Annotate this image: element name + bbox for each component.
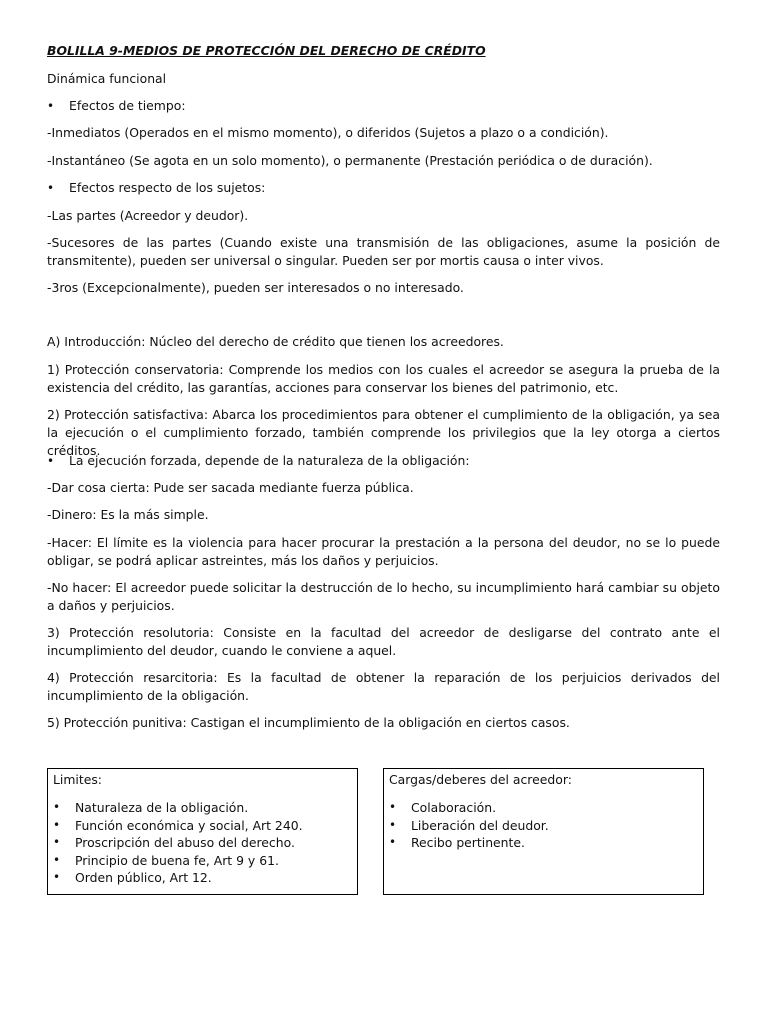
list-item: • Principio de buena fe, Art 9 y 61.: [53, 852, 279, 868]
paragraph: -No hacer: El acreedor puede solicitar la destrucción de lo hecho, su incumplimiento hará cambiar su objeto a daños y perjuicios.: [47, 580, 720, 613]
paragraph: -Las partes (Acreedor y deudor).: [47, 208, 249, 223]
bullet-icon: •: [389, 817, 397, 832]
paragraph: -Sucesores de las partes (Cuando existe una transmisión de las obligaciones, asume la posición de transmitente), pueden ser universal o singular. Pueden ser por mortis causa o inter vivos.: [47, 235, 720, 268]
limites-heading: Limites:: [53, 772, 102, 787]
list-item: • Recibo pertinente.: [389, 835, 525, 851]
paragraph: 5) Protección punitiva: Castigan el incumplimiento de la obligación en ciertos casos.: [47, 715, 570, 730]
page-title: BOLILLA 9-MEDIOS DE PROTECCIÓN DEL DERECHO DE CRÉDITO: [47, 43, 486, 58]
paragraph: -Dinero: Es la más simple.: [47, 507, 209, 522]
bullet-text: Efectos de tiempo:: [69, 98, 186, 113]
list-item: • Naturaleza de la obligación.: [53, 800, 249, 815]
paragraph: -Instantáneo (Se agota en un solo momento), o permanente (Prestación periódica o de duración).: [47, 153, 653, 168]
bullet-text: Efectos respecto de los sujetos:: [69, 180, 266, 195]
paragraph: -3ros (Excepcionalmente), pueden ser interesados o no interesado.: [47, 280, 464, 295]
paragraph: A) Introducción: Núcleo del derecho de crédito que tienen los acreedores.: [47, 334, 504, 349]
list-item: • Colaboración.: [389, 800, 497, 815]
list-item: • Función económica y social, Art 240.: [53, 817, 303, 833]
paragraph: -Dar cosa cierta: Pude ser sacada mediante fuerza pública.: [47, 480, 414, 495]
paragraph: -Hacer: El límite es la violencia para hacer procurar la prestación a la persona del deudor, no se lo puede obligar, se podrá aplicar astreintes, más los daños y perjuicios.: [47, 535, 720, 568]
paragraph: 4) Protección resarcitoria: Es la facultad de obtener la reparación de los perjuicios derivados del incumplimiento de la obligación.: [47, 670, 720, 703]
bullet-icon: •: [53, 870, 61, 885]
bullet-icon: •: [389, 835, 397, 850]
limites-box: [47, 768, 358, 895]
paragraph: 1) Protección conservatoria: Comprende los medios con los cuales el acreedor se asegura la prueba de la existencia del crédito, las garantías, acciones para conservar los bienes del patrimonio, etc.: [47, 362, 720, 395]
bullet-icon: •: [47, 99, 55, 113]
paragraph: -Inmediatos (Operados en el mismo momento), o diferidos (Sujetos a plazo o a condición).: [47, 125, 609, 140]
paragraph: 3) Protección resolutoria: Consiste en la facultad del acreedor de desligarse del contrato ante el incumplimiento del deudor, cuando le conviene a aquel.: [47, 625, 720, 658]
bullet-icon: •: [53, 835, 61, 850]
bullet-icon: •: [53, 817, 61, 832]
bullet-text: La ejecución forzada, depende de la naturaleza de la obligación:: [69, 453, 470, 468]
bullet-icon: •: [53, 852, 61, 867]
section-heading: Dinámica funcional: [47, 71, 167, 86]
cargas-list: [389, 799, 698, 852]
cargas-heading: Cargas/deberes del acreedor:: [389, 772, 572, 787]
limites-list: [53, 799, 352, 887]
bullet-icon: •: [389, 800, 397, 814]
bullet-icon: •: [53, 800, 61, 814]
list-item: • Orden público, Art 12.: [53, 870, 212, 886]
cargas-box: [383, 768, 704, 895]
bullet-icon: •: [47, 181, 55, 195]
bullet-icon: •: [47, 454, 55, 468]
list-item: • Liberación del deudor.: [389, 817, 549, 833]
paragraph: 2) Protección satisfactiva: Abarca los procedimientos para obtener el cumplimiento de la obligación, ya sea la ejecución o el cumplimiento forzado, también comprende los privilegios que la ley otorga a ciertos créditos.: [47, 407, 720, 458]
list-item: • Proscripción del abuso del derecho.: [53, 835, 295, 851]
